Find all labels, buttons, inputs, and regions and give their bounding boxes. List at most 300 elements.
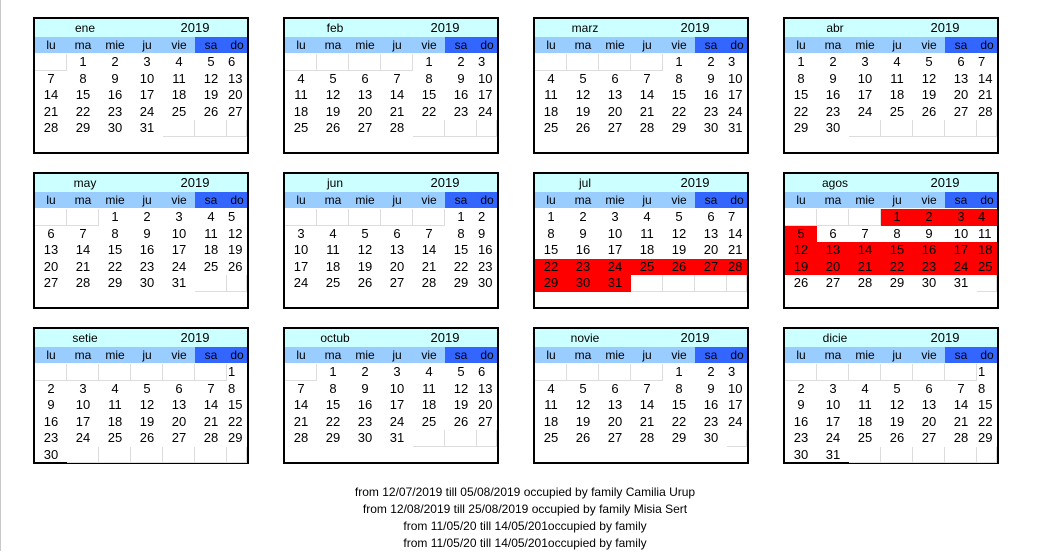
day-cell[interactable]: 2 xyxy=(457,54,465,69)
day-cell[interactable]: 26 xyxy=(228,258,243,274)
day-cell[interactable]: 26 xyxy=(357,275,373,290)
day-cell[interactable]: 25 xyxy=(107,430,123,445)
day-cell[interactable]: 6 xyxy=(611,70,619,86)
day-cell[interactable]: 3 xyxy=(79,380,87,396)
day-cell[interactable]: 21 xyxy=(849,259,881,276)
day-cell[interactable]: 3 xyxy=(175,209,183,224)
day-cell[interactable]: 19 xyxy=(785,259,817,276)
day-cell[interactable]: 10 xyxy=(728,380,743,396)
day-cell[interactable]: 3 xyxy=(829,380,837,396)
day-cell[interactable]: 6 xyxy=(707,209,715,224)
day-cell[interactable]: 3 xyxy=(297,225,305,241)
day-cell[interactable]: 14 xyxy=(293,397,309,412)
day-cell[interactable]: 14 xyxy=(389,87,405,102)
day-cell[interactable]: 14 xyxy=(728,225,743,241)
day-cell[interactable]: 7 xyxy=(297,380,305,396)
day-cell[interactable]: 2 xyxy=(707,54,715,69)
day-cell[interactable]: 15 xyxy=(75,87,91,102)
day-cell[interactable]: 17 xyxy=(607,242,623,257)
day-cell[interactable]: 1 xyxy=(228,364,236,379)
day-cell[interactable]: 1 xyxy=(547,209,555,224)
day-cell[interactable]: 22 xyxy=(325,413,341,429)
day-cell[interactable]: 23 xyxy=(913,259,945,276)
day-cell[interactable]: 3 xyxy=(728,54,736,69)
day-cell[interactable]: 21 xyxy=(203,413,219,429)
day-cell[interactable]: 22 xyxy=(881,259,913,276)
day-cell[interactable]: 1 xyxy=(329,364,337,379)
day-cell[interactable]: 29 xyxy=(978,430,993,445)
day-cell[interactable]: 9 xyxy=(829,70,837,86)
day-cell[interactable]: 2 xyxy=(579,209,587,224)
day-cell[interactable]: 20 xyxy=(607,413,623,429)
day-cell[interactable]: 25 xyxy=(325,275,341,290)
day-cell[interactable]: 10 xyxy=(75,397,91,412)
day-cell[interactable]: 21 xyxy=(389,103,405,119)
day-cell[interactable]: 10 xyxy=(478,70,493,86)
day-cell[interactable]: 7 xyxy=(643,70,651,86)
day-cell[interactable]: 3 xyxy=(945,209,977,226)
day-cell[interactable]: 8 xyxy=(329,380,337,396)
day-cell[interactable]: 9 xyxy=(457,70,465,86)
day-cell[interactable]: 30 xyxy=(921,275,937,290)
day-cell[interactable]: 30 xyxy=(478,275,493,290)
day-cell[interactable]: 18 xyxy=(543,103,559,119)
day-cell[interactable]: 8 xyxy=(79,70,87,86)
day-cell[interactable]: 5 xyxy=(361,225,369,241)
day-cell[interactable]: 27 xyxy=(478,413,493,429)
day-cell[interactable]: 31 xyxy=(389,430,405,445)
day-cell[interactable]: 11 xyxy=(326,242,340,257)
day-cell[interactable]: 10 xyxy=(293,242,309,257)
day-cell[interactable]: 16 xyxy=(703,397,719,412)
day-cell[interactable]: 3 xyxy=(478,54,486,69)
day-cell[interactable]: 24 xyxy=(478,103,493,119)
day-cell[interactable]: 19 xyxy=(203,87,219,102)
day-cell[interactable]: 4 xyxy=(207,209,215,224)
day-cell[interactable]: 5 xyxy=(329,70,337,86)
day-cell[interactable]: 20 xyxy=(171,413,187,429)
day-cell[interactable]: 13 xyxy=(953,70,969,86)
day-cell[interactable]: 14 xyxy=(953,397,969,412)
day-cell[interactable]: 29 xyxy=(671,430,687,445)
day-cell[interactable]: 12 xyxy=(139,397,155,412)
day-cell[interactable]: 15 xyxy=(421,87,437,102)
day-cell[interactable]: 28 xyxy=(727,259,747,276)
day-cell[interactable]: 19 xyxy=(228,242,243,257)
day-cell[interactable]: 21 xyxy=(43,103,59,119)
day-cell[interactable]: 25 xyxy=(857,430,873,445)
day-cell[interactable]: 17 xyxy=(389,397,405,412)
day-cell[interactable]: 29 xyxy=(325,430,341,445)
day-cell[interactable]: 13 xyxy=(817,242,849,259)
day-cell[interactable]: 17 xyxy=(857,87,873,102)
day-cell[interactable]: 16 xyxy=(913,242,945,259)
day-cell[interactable]: 26 xyxy=(575,120,591,135)
day-cell[interactable]: 10 xyxy=(171,225,187,241)
day-cell[interactable]: 19 xyxy=(889,413,905,429)
day-cell[interactable]: 9 xyxy=(111,70,119,86)
day-cell[interactable]: 22 xyxy=(535,259,567,276)
day-cell[interactable]: 30 xyxy=(43,446,59,462)
day-cell[interactable]: 20 xyxy=(703,242,719,257)
day-cell[interactable]: 24 xyxy=(75,430,91,445)
day-cell[interactable]: 1 xyxy=(978,364,986,379)
day-cell[interactable]: 23 xyxy=(825,103,841,119)
day-cell[interactable]: 26 xyxy=(663,259,695,276)
day-cell[interactable]: 7 xyxy=(393,70,401,86)
day-cell[interactable]: 20 xyxy=(921,413,937,429)
day-cell[interactable]: 10 xyxy=(728,70,743,86)
day-cell[interactable]: 15 xyxy=(325,397,341,412)
day-cell[interactable]: 22 xyxy=(421,103,437,119)
day-cell[interactable]: 26 xyxy=(921,103,937,119)
day-cell[interactable]: 5 xyxy=(143,380,151,396)
day-cell[interactable]: 20 xyxy=(43,258,59,274)
day-cell[interactable]: 11 xyxy=(422,380,436,396)
day-cell[interactable]: 27 xyxy=(43,275,59,290)
day-cell[interactable]: 12 xyxy=(671,225,687,241)
day-cell[interactable]: 31 xyxy=(599,275,631,292)
day-cell[interactable]: 7 xyxy=(79,225,87,241)
day-cell[interactable]: 18 xyxy=(543,413,559,429)
day-cell[interactable]: 28 xyxy=(203,430,219,445)
day-cell[interactable]: 7 xyxy=(207,380,215,396)
day-cell[interactable]: 2 xyxy=(829,54,837,69)
day-cell[interactable]: 14 xyxy=(43,87,59,102)
day-cell[interactable]: 12 xyxy=(357,242,373,257)
day-cell[interactable]: 27 xyxy=(228,103,243,119)
day-cell[interactable]: 19 xyxy=(575,413,591,429)
day-cell[interactable]: 19 xyxy=(325,103,341,119)
day-cell[interactable]: 7 xyxy=(643,380,651,396)
day-cell[interactable]: 30 xyxy=(825,120,841,135)
day-cell[interactable]: 11 xyxy=(544,87,558,102)
day-cell[interactable]: 11 xyxy=(108,397,122,412)
day-cell[interactable]: 13 xyxy=(357,87,373,102)
day-cell[interactable]: 12 xyxy=(889,397,905,412)
day-cell[interactable]: 16 xyxy=(139,242,155,257)
day-cell[interactable]: 12 xyxy=(453,380,469,396)
day-cell[interactable]: 4 xyxy=(547,70,555,86)
day-cell[interactable]: 15 xyxy=(671,87,687,102)
day-cell[interactable]: 26 xyxy=(889,430,905,445)
day-cell[interactable]: 25 xyxy=(543,120,559,135)
day-cell[interactable]: 9 xyxy=(797,397,805,412)
day-cell[interactable]: 6 xyxy=(393,225,401,241)
day-cell[interactable]: 12 xyxy=(203,70,219,86)
day-cell[interactable]: 4 xyxy=(893,54,901,69)
day-cell[interactable]: 28 xyxy=(857,275,873,290)
day-cell[interactable]: 9 xyxy=(47,397,55,412)
day-cell[interactable]: 19 xyxy=(575,103,591,119)
day-cell[interactable]: 23 xyxy=(567,259,599,276)
day-cell[interactable]: 5 xyxy=(579,380,587,396)
day-cell[interactable]: 2 xyxy=(478,209,486,224)
day-cell[interactable]: 27 xyxy=(953,103,969,119)
day-cell[interactable]: 22 xyxy=(228,413,243,429)
day-cell[interactable]: 11 xyxy=(294,87,308,102)
day-cell[interactable]: 22 xyxy=(671,413,687,429)
day-cell[interactable]: 28 xyxy=(43,120,59,135)
day-cell[interactable]: 21 xyxy=(728,242,743,257)
day-cell[interactable]: 19 xyxy=(139,413,155,429)
day-cell[interactable]: 24 xyxy=(825,430,841,445)
day-cell[interactable]: 11 xyxy=(204,225,218,241)
day-cell[interactable]: 29 xyxy=(75,120,91,135)
day-cell[interactable]: 13 xyxy=(228,70,243,86)
day-cell[interactable]: 4 xyxy=(425,364,433,379)
day-cell[interactable]: 26 xyxy=(203,103,219,119)
day-cell[interactable]: 16 xyxy=(357,397,373,412)
day-cell[interactable]: 11 xyxy=(640,225,654,241)
day-cell[interactable]: 22 xyxy=(793,103,809,119)
day-cell[interactable]: 15 xyxy=(978,397,993,412)
day-cell[interactable]: 22 xyxy=(453,258,469,274)
day-cell[interactable]: 29 xyxy=(793,120,809,135)
day-cell[interactable]: 14 xyxy=(203,397,219,412)
day-cell[interactable]: 7 xyxy=(957,380,965,396)
day-cell[interactable]: 24 xyxy=(389,413,405,429)
day-cell[interactable]: 25 xyxy=(889,103,905,119)
day-cell[interactable]: 5 xyxy=(228,209,236,224)
day-cell[interactable]: 12 xyxy=(785,242,817,259)
day-cell[interactable]: 23 xyxy=(703,103,719,119)
day-cell[interactable]: 22 xyxy=(671,103,687,119)
day-cell[interactable]: 13 xyxy=(389,242,405,257)
day-cell[interactable]: 17 xyxy=(945,242,977,259)
day-cell[interactable]: 9 xyxy=(707,70,715,86)
day-cell[interactable]: 6 xyxy=(829,225,837,241)
day-cell[interactable]: 17 xyxy=(171,242,187,257)
day-cell[interactable]: 15 xyxy=(453,242,469,257)
day-cell[interactable]: 7 xyxy=(47,70,55,86)
day-cell[interactable]: 3 xyxy=(393,364,401,379)
day-cell[interactable]: 24 xyxy=(139,103,155,119)
day-cell[interactable]: 10 xyxy=(139,70,155,86)
day-cell[interactable]: 20 xyxy=(228,87,243,102)
day-cell[interactable]: 2 xyxy=(707,364,715,379)
day-cell[interactable]: 28 xyxy=(389,120,405,135)
day-cell[interactable]: 2 xyxy=(111,54,119,69)
day-cell[interactable]: 27 xyxy=(389,275,405,290)
day-cell[interactable]: 18 xyxy=(171,87,187,102)
day-cell[interactable]: 14 xyxy=(75,242,91,257)
day-cell[interactable]: 16 xyxy=(703,87,719,102)
day-cell[interactable]: 3 xyxy=(143,54,151,69)
day-cell[interactable]: 21 xyxy=(953,413,969,429)
day-cell[interactable]: 20 xyxy=(357,103,373,119)
day-cell[interactable]: 28 xyxy=(639,120,655,135)
day-cell[interactable]: 5 xyxy=(579,70,587,86)
day-cell[interactable]: 24 xyxy=(728,103,743,119)
day-cell[interactable]: 7 xyxy=(425,225,433,241)
day-cell[interactable]: 1 xyxy=(675,54,683,69)
day-cell[interactable]: 6 xyxy=(925,380,933,396)
day-cell[interactable]: 8 xyxy=(978,380,986,396)
day-cell[interactable]: 5 xyxy=(207,54,215,69)
day-cell[interactable]: 28 xyxy=(421,275,437,290)
day-cell[interactable]: 29 xyxy=(671,120,687,135)
day-cell[interactable]: 9 xyxy=(478,225,486,241)
day-cell[interactable]: 30 xyxy=(139,275,155,290)
day-cell[interactable]: 6 xyxy=(361,70,369,86)
day-cell[interactable]: 10 xyxy=(607,225,623,241)
day-cell[interactable]: 26 xyxy=(793,275,809,290)
day-cell[interactable]: 15 xyxy=(881,242,913,259)
day-cell[interactable]: 25 xyxy=(977,259,997,276)
day-cell[interactable]: 31 xyxy=(825,446,841,462)
day-cell[interactable]: 2 xyxy=(47,380,55,396)
day-cell[interactable]: 27 xyxy=(921,430,937,445)
day-cell[interactable]: 4 xyxy=(547,380,555,396)
day-cell[interactable]: 5 xyxy=(785,226,817,243)
day-cell[interactable]: 1 xyxy=(425,54,433,69)
day-cell[interactable]: 23 xyxy=(43,430,59,445)
day-cell[interactable]: 8 xyxy=(675,70,683,86)
day-cell[interactable]: 21 xyxy=(978,87,993,102)
day-cell[interactable]: 16 xyxy=(43,413,59,429)
day-cell[interactable]: 18 xyxy=(325,258,341,274)
day-cell[interactable]: 18 xyxy=(857,413,873,429)
day-cell[interactable]: 26 xyxy=(139,430,155,445)
day-cell[interactable]: 8 xyxy=(111,225,119,241)
day-cell[interactable]: 9 xyxy=(143,225,151,241)
day-cell[interactable]: 31 xyxy=(953,275,969,290)
day-cell[interactable]: 2 xyxy=(361,364,369,379)
day-cell[interactable]: 11 xyxy=(890,70,904,86)
day-cell[interactable]: 30 xyxy=(357,430,373,445)
day-cell[interactable]: 12 xyxy=(325,87,341,102)
day-cell[interactable]: 11 xyxy=(544,397,558,412)
day-cell[interactable]: 10 xyxy=(825,397,841,412)
day-cell[interactable]: 6 xyxy=(611,380,619,396)
day-cell[interactable]: 26 xyxy=(325,120,341,135)
day-cell[interactable]: 23 xyxy=(478,258,493,274)
day-cell[interactable]: 21 xyxy=(639,413,655,429)
day-cell[interactable]: 2 xyxy=(143,209,151,224)
day-cell[interactable]: 29 xyxy=(107,275,123,290)
day-cell[interactable]: 17 xyxy=(825,413,841,429)
day-cell[interactable]: 30 xyxy=(703,430,719,445)
day-cell[interactable]: 15 xyxy=(793,87,809,102)
day-cell[interactable]: 24 xyxy=(293,275,309,290)
day-cell[interactable]: 16 xyxy=(478,242,493,257)
day-cell[interactable]: 22 xyxy=(75,103,91,119)
day-cell[interactable]: 12 xyxy=(228,225,243,241)
day-cell[interactable]: 14 xyxy=(639,397,655,412)
day-cell[interactable]: 27 xyxy=(171,430,187,445)
day-cell[interactable]: 16 xyxy=(575,242,591,257)
day-cell[interactable]: 28 xyxy=(953,430,969,445)
day-cell[interactable]: 18 xyxy=(421,397,437,412)
day-cell[interactable]: 30 xyxy=(703,120,719,135)
day-cell[interactable]: 29 xyxy=(535,275,567,292)
day-cell[interactable]: 18 xyxy=(293,103,309,119)
day-cell[interactable]: 28 xyxy=(75,275,91,290)
day-cell[interactable]: 7 xyxy=(978,54,986,69)
day-cell[interactable]: 4 xyxy=(329,225,337,241)
day-cell[interactable]: 27 xyxy=(695,259,727,276)
day-cell[interactable]: 25 xyxy=(421,413,437,429)
day-cell[interactable]: 27 xyxy=(825,275,841,290)
day-cell[interactable]: 24 xyxy=(599,259,631,276)
day-cell[interactable]: 8 xyxy=(675,380,683,396)
day-cell[interactable]: 8 xyxy=(228,380,236,396)
day-cell[interactable]: 9 xyxy=(707,380,715,396)
day-cell[interactable]: 31 xyxy=(139,120,155,135)
day-cell[interactable]: 16 xyxy=(453,87,469,102)
day-cell[interactable]: 18 xyxy=(639,242,655,257)
day-cell[interactable]: 14 xyxy=(421,242,437,257)
day-cell[interactable]: 25 xyxy=(203,258,219,274)
day-cell[interactable]: 1 xyxy=(111,209,119,224)
day-cell[interactable]: 18 xyxy=(107,413,123,429)
day-cell[interactable]: 20 xyxy=(607,103,623,119)
day-cell[interactable]: 24 xyxy=(728,413,743,429)
day-cell[interactable]: 10 xyxy=(389,380,405,396)
day-cell[interactable]: 8 xyxy=(797,70,805,86)
day-cell[interactable]: 12 xyxy=(575,87,591,102)
day-cell[interactable]: 26 xyxy=(575,430,591,445)
day-cell[interactable]: 25 xyxy=(293,120,309,135)
day-cell[interactable]: 30 xyxy=(107,120,123,135)
day-cell[interactable]: 10 xyxy=(857,70,873,86)
day-cell[interactable]: 30 xyxy=(793,446,809,462)
day-cell[interactable]: 4 xyxy=(111,380,119,396)
day-cell[interactable]: 23 xyxy=(793,430,809,445)
day-cell[interactable]: 14 xyxy=(639,87,655,102)
day-cell[interactable]: 4 xyxy=(861,380,869,396)
day-cell[interactable]: 6 xyxy=(957,54,965,69)
day-cell[interactable]: 25 xyxy=(543,430,559,445)
day-cell[interactable]: 15 xyxy=(543,242,559,257)
day-cell[interactable]: 11 xyxy=(172,70,186,86)
day-cell[interactable]: 11 xyxy=(978,225,992,241)
day-cell[interactable]: 28 xyxy=(978,103,993,119)
day-cell[interactable]: 26 xyxy=(453,413,469,429)
day-cell[interactable]: 28 xyxy=(639,430,655,445)
day-cell[interactable]: 6 xyxy=(478,364,486,379)
day-cell[interactable]: 16 xyxy=(825,87,841,102)
day-cell[interactable]: 29 xyxy=(228,430,243,445)
day-cell[interactable]: 1 xyxy=(881,209,913,226)
day-cell[interactable]: 5 xyxy=(925,54,933,69)
day-cell[interactable]: 14 xyxy=(849,242,881,259)
day-cell[interactable]: 6 xyxy=(47,225,55,241)
day-cell[interactable]: 17 xyxy=(139,87,155,102)
day-cell[interactable]: 29 xyxy=(889,275,905,290)
day-cell[interactable]: 24 xyxy=(945,259,977,276)
day-cell[interactable]: 23 xyxy=(357,413,373,429)
day-cell[interactable]: 9 xyxy=(361,380,369,396)
day-cell[interactable]: 17 xyxy=(75,413,91,429)
day-cell[interactable]: 13 xyxy=(703,225,719,241)
day-cell[interactable]: 16 xyxy=(107,87,123,102)
day-cell[interactable]: 21 xyxy=(421,258,437,274)
day-cell[interactable]: 19 xyxy=(357,258,373,274)
day-cell[interactable]: 17 xyxy=(478,87,493,102)
day-cell[interactable]: 20 xyxy=(389,258,405,274)
day-cell[interactable]: 2 xyxy=(797,380,805,396)
day-cell[interactable]: 10 xyxy=(953,225,969,241)
day-cell[interactable]: 21 xyxy=(293,413,309,429)
day-cell[interactable]: 23 xyxy=(107,103,123,119)
day-cell[interactable]: 21 xyxy=(75,258,91,274)
day-cell[interactable]: 8 xyxy=(425,70,433,86)
day-cell[interactable]: 8 xyxy=(547,225,555,241)
day-cell[interactable]: 8 xyxy=(457,225,465,241)
day-cell[interactable]: 8 xyxy=(893,225,901,241)
